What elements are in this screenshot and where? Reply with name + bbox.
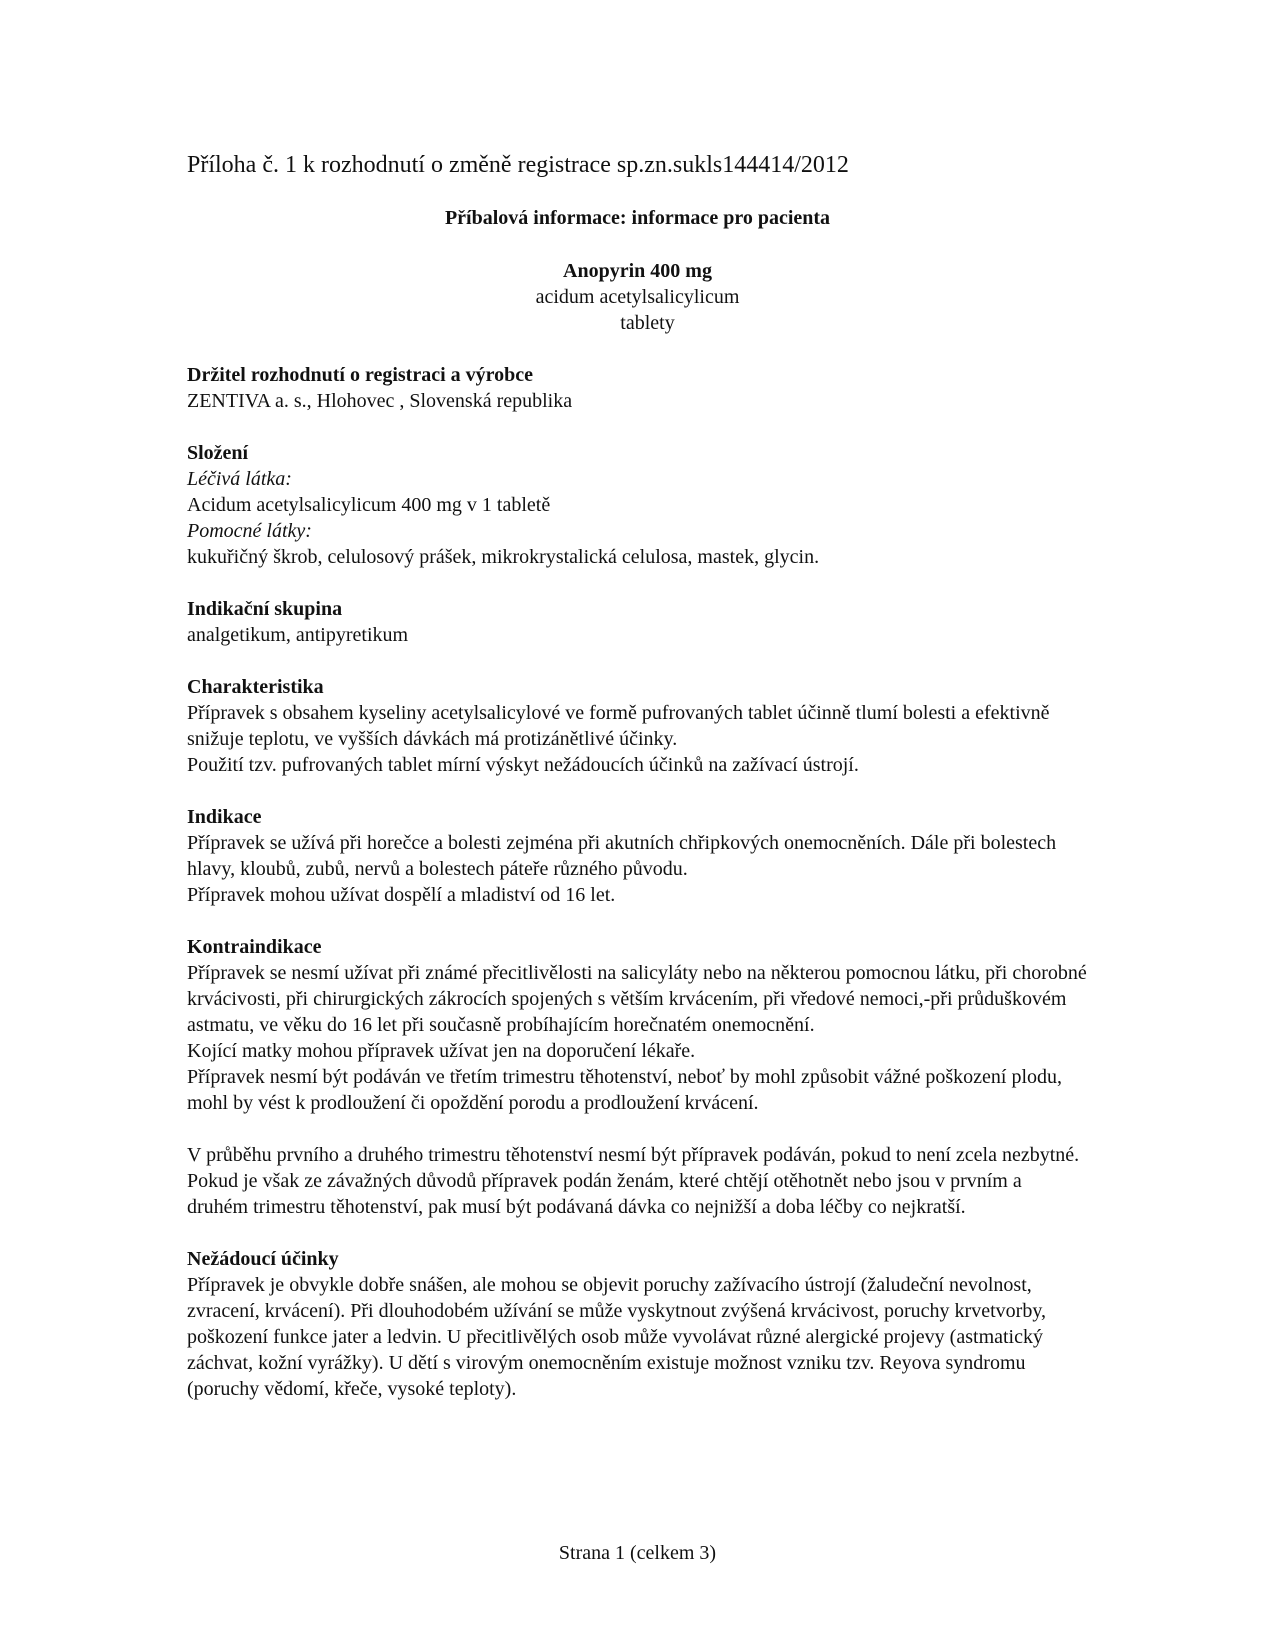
contraindications-paragraph-2: Kojící matky mohou přípravek užívat jen na doporučení lékaře. <box>187 1040 696 1062</box>
product-block <box>0 258 1275 336</box>
active-substance-label: Léčivá látka: <box>187 468 292 490</box>
section-holder <box>187 362 1087 414</box>
indications-paragraph-1: Přípravek se užívá při horečce a bolesti zejména při akutních chřipkových onemocněních. Dále při bolestech hlavy, kloubů, zubů, nervů a bolestech páteře různého původu. <box>187 832 1057 880</box>
product-substance: acidum acetylsalicylicum <box>535 286 740 308</box>
indication-group-text: analgetikum, antipyretikum <box>187 624 409 646</box>
characteristics-paragraph-2: Použití tzv. pufrovaných tablet mírní výskyt nežádoucích účinků na zažívací ústrojí. <box>187 754 859 776</box>
active-substance-text: Acidum acetylsalicylicum 400 mg v 1 tabletě <box>187 494 551 516</box>
characteristics-paragraph-1: Přípravek s obsahem kyseliny acetylsalicylové ve formě pufrovaných tablet účinně tlumí bolesti a efektivně snižuje teplotu, ve vyšších dávkách má protizánětlivé účinky. <box>187 702 1050 750</box>
contraindications-paragraph-1: Přípravek se nesmí užívat při známé přecitlivělosti na salicyláty nebo na některou pomocnou látku, při chorobné krvácivosti, při chirurgických zákrocích spojených s větším krvácením, při vředové nemoci,-při průduškovém astmatu, ve věku do 16 let při současně probíhajícím horečnatém onemocnění. <box>187 962 1087 1036</box>
contraindications-paragraph-3: Přípravek nesmí být podáván ve třetím trimestru těhotenství, neboť by mohl způsobit vážné poškození plodu, mohl by vést k prodloužení či opoždění porodu a prodloužení krvácení. <box>187 1066 1063 1114</box>
characteristics-heading: Charakteristika <box>187 676 324 698</box>
section-indication-group <box>187 596 1087 648</box>
composition-heading: Složení <box>187 442 249 464</box>
section-pregnancy <box>187 1142 1087 1220</box>
indications-paragraph-2: Přípravek mohou užívat dospělí a mladiství od 16 let. <box>187 884 616 906</box>
indication-group-heading: Indikační skupina <box>187 598 343 620</box>
excipients-label: Pomocné látky: <box>187 520 312 542</box>
document-title: Příbalová informace: informace pro pacienta <box>444 207 831 229</box>
annex-reference: Příloha č. 1 k rozhodnutí o změně registrace sp.zn.sukls144414/2012 <box>187 152 849 178</box>
page-number: Strana 1 (celkem 3) <box>558 1542 717 1564</box>
section-characteristics <box>187 674 1087 778</box>
section-composition <box>187 440 1087 570</box>
pregnancy-paragraph: V průběhu prvního a druhého trimestru těhotenství nesmí být přípravek podáván, pokud to není zcela nezbytné. Pokud je však ze závažných důvodů přípravek podán ženám, které chtějí otěhotnět nebo jsou v prvním a druhém trimestru těhotenství, pak musí být podávaná dávka co nejnižší a doba léčby co nejkratší. <box>187 1144 1080 1218</box>
contraindications-heading: Kontraindikace <box>187 936 322 958</box>
product-form: tablety <box>620 312 675 334</box>
section-side-effects <box>187 1246 1087 1402</box>
section-indications <box>187 804 1087 908</box>
holder-heading: Držitel rozhodnutí o registraci a výrobce <box>187 364 534 386</box>
holder-text: ZENTIVA a. s., Hlohovec , Slovenská republika <box>187 390 573 412</box>
side-effects-heading: Nežádoucí účinky <box>187 1248 339 1270</box>
product-name: Anopyrin 400 mg <box>563 260 712 282</box>
document-body <box>187 362 1087 1428</box>
excipients-text: kukuřičný škrob, celulosový prášek, mikrokrystalická celulosa, mastek, glycin. <box>187 546 820 568</box>
indications-heading: Indikace <box>187 806 262 828</box>
section-contraindications <box>187 934 1087 1116</box>
side-effects-paragraph: Přípravek je obvykle dobře snášen, ale mohou se objevit poruchy zažívacího ústrojí (žaludeční nevolnost, zvracení, krvácení). Při dlouhodobém užívání se může vyskytnout zvýšená krvácivost, poruchy krvetvorby, poškození funkce jater a ledvin. U přecitlivělých osob může vyvolávat různé alergické projevy (astmatický záchvat, kožní vyrážky). U dětí s virovým onemocněním existuje možnost vzniku tzv. Reyova syndromu (poruchy vědomí, křeče, vysoké teploty). <box>187 1274 1047 1400</box>
